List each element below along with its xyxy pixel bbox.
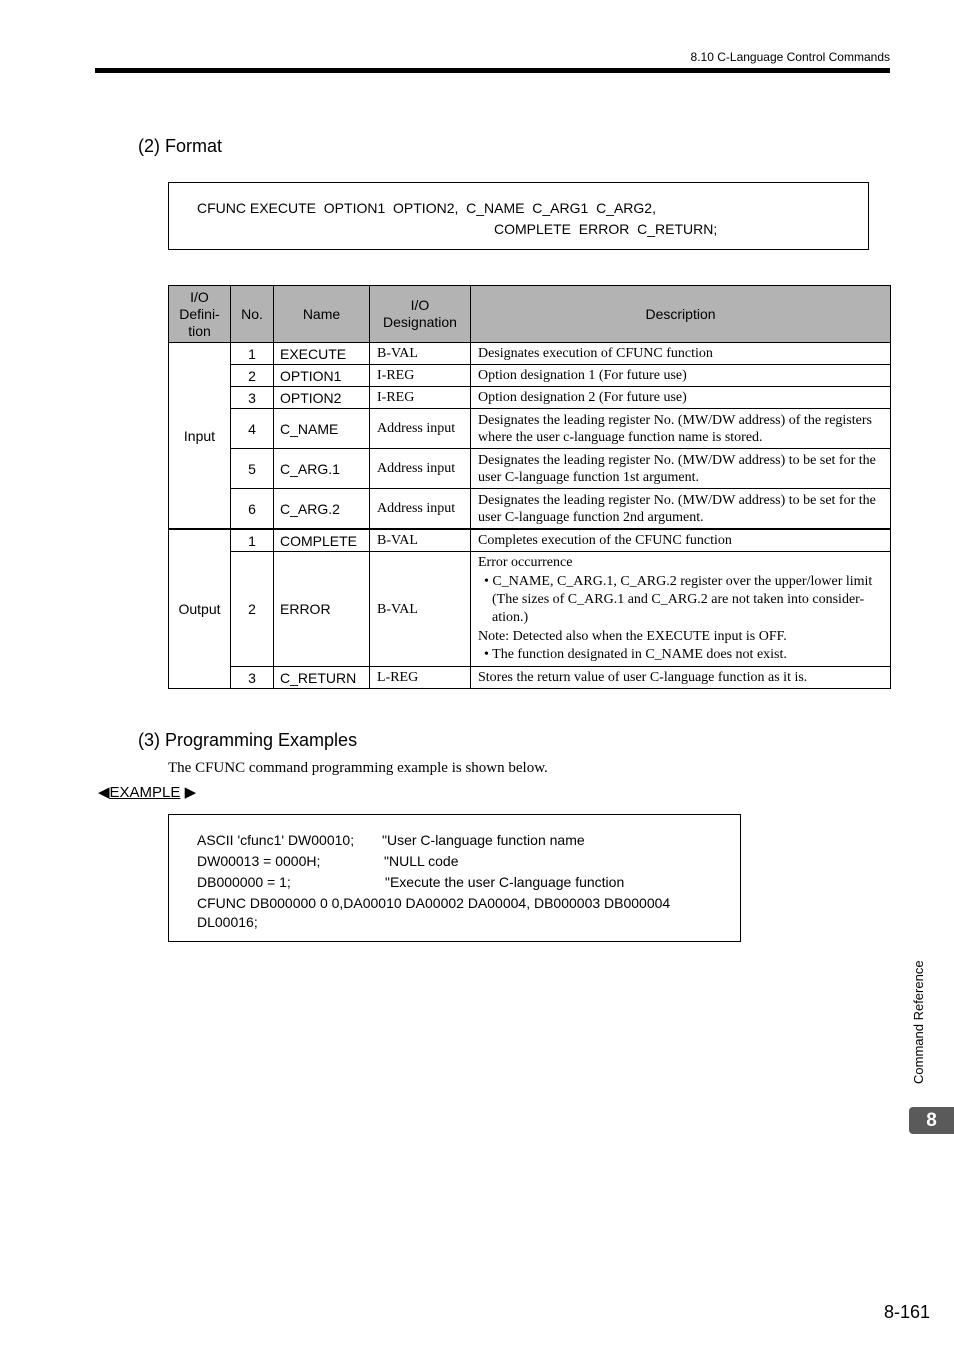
row-no: 2 [231, 365, 274, 387]
page-number: 8-161 [883, 1302, 930, 1322]
error-bullet-1: • C_NAME, C_ARG.1, C_ARG.2 register over the upper/lower limit (The sizes of C_ARG.1 and C_ARG.2 are not taken into consider- ation.) [484, 574, 873, 625]
row-description: Designates execution of CFUNC function [471, 343, 891, 365]
table-row [169, 343, 891, 365]
chapter-side-label: Command Reference [911, 960, 926, 1084]
header-no: No. [231, 286, 274, 343]
code-comment-3: "Execute the user C-language function [385, 874, 625, 890]
left-triangle-icon: ◀ [98, 784, 110, 801]
code-line-5: DL00016; [197, 914, 258, 930]
row-designation: I-REG [370, 365, 471, 387]
row-description: Designates the leading register No. (MW/DW address) to be set for the user C-language function 2nd argument. [471, 489, 891, 530]
right-triangle-icon: ▶ [184, 784, 197, 801]
row-name: COMPLETE [274, 529, 370, 552]
code-comment-1: "User C-language function name [382, 832, 585, 848]
row-name: C_ARG.2 [274, 489, 370, 530]
row-designation: Address input [370, 449, 471, 489]
header-designation: I/O Designation [370, 286, 471, 343]
table-row [169, 409, 891, 449]
error-note: Note: Detected also when the EXECUTE input is OFF. [478, 629, 787, 644]
header-io-definition: I/O Defini- tion [169, 286, 231, 343]
table-row [169, 387, 891, 409]
code-stmt-3: DB000000 = 1; [197, 874, 291, 890]
row-description: Option designation 1 (For future use) [471, 365, 891, 387]
row-designation: Address input [370, 409, 471, 449]
row-name: EXECUTE [274, 343, 370, 365]
row-designation: B-VAL [370, 552, 471, 667]
format-heading: (2) Format [138, 136, 223, 156]
row-name: C_RETURN [274, 667, 370, 689]
table-row [169, 529, 891, 552]
code-line-4: CFUNC DB000000 0 0,DA00010 DA00002 DA00004, DB000003 DB000004 [197, 895, 671, 911]
row-description: Designates the leading register No. (MW/DW address) to be set for the user C-language function 1st argument. [471, 449, 891, 489]
row-description-error [471, 552, 891, 667]
row-designation: L-REG [370, 667, 471, 689]
row-designation: B-VAL [370, 529, 471, 552]
table-header-row [169, 286, 891, 343]
io-definition-table [168, 285, 891, 689]
table-row [169, 552, 891, 667]
code-stmt-1: ASCII 'cfunc1' DW00010; [197, 832, 355, 848]
format-line-2: COMPLETE ERROR C_RETURN; [494, 221, 718, 237]
header-rule [95, 68, 890, 73]
row-name: OPTION1 [274, 365, 370, 387]
row-designation: Address input [370, 489, 471, 530]
row-no: 4 [231, 409, 274, 449]
examples-heading: (3) Programming Examples [138, 730, 358, 750]
row-no: 1 [231, 529, 274, 552]
row-description: Completes execution of the CFUNC function [471, 529, 891, 552]
table-row [169, 365, 891, 387]
example-code-box [168, 814, 741, 942]
running-header: 8.10 C-Language Control Commands [690, 50, 890, 64]
row-name: C_NAME [274, 409, 370, 449]
error-title: Error occurrence [478, 555, 573, 570]
row-designation: I-REG [370, 387, 471, 409]
row-description: Option designation 2 (For future use) [471, 387, 891, 409]
code-comment-2: "NULL code [384, 853, 459, 869]
table-row [169, 449, 891, 489]
row-no: 1 [231, 343, 274, 365]
row-description: Stores the return value of user C-language function as it is. [471, 667, 891, 689]
row-name: ERROR [274, 552, 370, 667]
row-no: 5 [231, 449, 274, 489]
header-description: Description [471, 286, 891, 343]
format-line-1: CFUNC EXECUTE OPTION1 OPTION2, C_NAME C_ARG1 C_ARG2, [197, 200, 656, 216]
example-tag [98, 783, 196, 801]
examples-intro: The CFUNC command programming example is shown below. [168, 760, 548, 776]
row-designation: B-VAL [370, 343, 471, 365]
group-output: Output [169, 529, 231, 689]
example-label: EXAMPLE [109, 784, 181, 801]
table-row [169, 489, 891, 530]
chapter-tab: 8 [909, 1107, 954, 1134]
row-no: 3 [231, 387, 274, 409]
row-no: 3 [231, 667, 274, 689]
row-no: 2 [231, 552, 274, 667]
row-description: Designates the leading register No. (MW/DW address) of the registers where the user c-language function name is stored. [471, 409, 891, 449]
header-name: Name [274, 286, 370, 343]
table-row [169, 667, 891, 689]
row-no: 6 [231, 489, 274, 530]
format-box [168, 182, 869, 250]
row-name: OPTION2 [274, 387, 370, 409]
row-name: C_ARG.1 [274, 449, 370, 489]
code-stmt-2: DW00013 = 0000H; [197, 853, 321, 869]
error-bullet-2: • The function designated in C_NAME does not exist. [484, 647, 787, 662]
group-input: Input [169, 343, 231, 530]
